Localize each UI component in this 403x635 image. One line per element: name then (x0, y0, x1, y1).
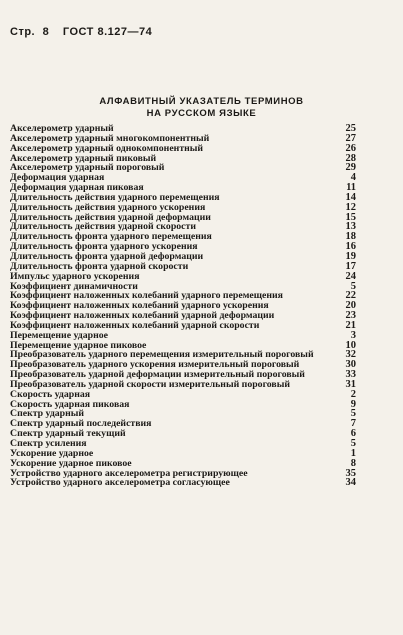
entry-term: Длительность фронта ударной скорости (10, 260, 189, 272)
entry-page-number: 6 (350, 428, 356, 440)
entry-page-number: 33 (345, 369, 356, 381)
entry-term: Скорость ударная (10, 388, 91, 400)
entry-term: Акселерометр ударный пороговый (10, 162, 165, 174)
entry-term: Спектр ударный (10, 408, 85, 420)
entry-term: Длительность фронта ударной деформации (10, 250, 204, 262)
page-number: 8 (42, 26, 50, 38)
entry-term: Акселерометр ударный пиковый (10, 152, 157, 164)
entry-term: Ускорение ударное пиковое (10, 457, 132, 469)
entry-page-number: 27 (345, 132, 356, 144)
entry-page-number: 11 (346, 182, 356, 194)
entry-page-number: 34 (345, 477, 356, 489)
entry-term: Спектр ударный текущий (10, 428, 126, 440)
entry-term: Длительность действия ударной скорости (10, 221, 196, 233)
entry-page-number: 8 (350, 457, 356, 469)
entry-term: Скорость ударная пиковая (10, 398, 130, 410)
entry-page-number: 26 (345, 142, 356, 154)
entry-term: Коэффициент наложенных колебаний ударного ускорения (10, 300, 269, 312)
index-subtitle: НА РУССКОМ ЯЗЫКЕ (146, 108, 257, 119)
entry-page-number: 2 (350, 388, 356, 400)
entry-term: Длительность действия ударного ускорения (10, 201, 206, 213)
entry-term: Преобразователь ударного перемещения измерительный пороговый (10, 349, 314, 361)
entry-page-number: 15 (345, 211, 356, 223)
entry-term: Импульс ударного ускорения (10, 270, 140, 282)
entry-term: Коэффициент динамичности (10, 280, 138, 292)
entry-page-number: 5 (350, 280, 356, 292)
entry-term: Преобразователь ударного ускорения измерительный пороговый (10, 359, 300, 371)
entry-page-number: 7 (350, 418, 356, 430)
entry-page-number: 5 (350, 408, 356, 420)
entry-page-number: 5 (350, 438, 356, 449)
entry-term: Длительность действия ударного перемещения (10, 191, 220, 203)
entry-page-number: 10 (345, 339, 356, 351)
index-entry (10, 478, 356, 488)
entry-page-number: 24 (345, 270, 356, 282)
entry-page-number: 14 (345, 191, 356, 203)
entry-term: Спектр ударный последействия (10, 418, 152, 430)
entry-page-number: 1 (350, 447, 356, 459)
entry-term: Устройство ударного акселерометра согласующее (10, 477, 230, 489)
entry-page-number: 12 (345, 201, 356, 213)
entry-page-number: 16 (345, 241, 356, 253)
entry-term: Деформация ударная пиковая (10, 182, 144, 194)
entry-term: Акселерометр ударный многокомпонентный (10, 132, 210, 144)
entry-page-number: 32 (345, 349, 356, 361)
page-header (10, 26, 152, 38)
entry-term: Акселерометр ударный (10, 123, 114, 134)
entry-page-number: 30 (345, 359, 356, 371)
entry-term: Преобразователь ударной скорости измерительный пороговый (10, 378, 291, 390)
index-title: АЛФАВИТНЫЙ УКАЗАТЕЛЬ ТЕРМИНОВ (99, 96, 304, 107)
entry-page-number: 3 (350, 329, 356, 341)
term-index (10, 124, 356, 488)
entry-term: Ускорение ударное (10, 447, 94, 459)
entry-page-number: 9 (350, 398, 356, 410)
entry-term: Длительность фронта ударного ускорения (10, 241, 198, 253)
entry-term: Перемещение ударное пиковое (10, 339, 147, 351)
entry-page-number: 18 (345, 231, 356, 243)
entry-page-number: 23 (345, 310, 356, 322)
entry-term: Длительность фронта ударного перемещения (10, 231, 212, 243)
entry-term: Коэффициент наложенных колебаний ударного перемещения (10, 290, 283, 302)
entry-term: Перемещение ударное (10, 329, 108, 341)
entry-term: Преобразователь ударной деформации измерительный пороговый (10, 369, 305, 381)
page-label: Стр. (10, 26, 36, 38)
entry-term: Спектр усиления (10, 438, 87, 449)
entry-page-number: 20 (345, 300, 356, 312)
entry-page-number: 4 (350, 172, 356, 184)
entry-page-number: 19 (345, 250, 356, 262)
entry-page-number: 31 (345, 378, 356, 390)
entry-page-number: 29 (345, 162, 356, 174)
entry-page-number: 21 (345, 319, 356, 331)
entry-term: Длительность действия ударной деформации (10, 211, 211, 223)
entry-term: Акселерометр ударный однокомпонентный (10, 142, 204, 154)
entry-term: Коэффициент наложенных колебаний ударной деформации (10, 310, 275, 322)
entry-page-number: 25 (345, 123, 356, 134)
entry-term: Деформация ударная (10, 172, 105, 184)
entry-page-number: 22 (345, 290, 356, 302)
entry-term: Коэффициент наложенных колебаний ударной скорости (10, 319, 260, 331)
entry-page-number: 28 (345, 152, 356, 164)
entry-page-number: 35 (345, 467, 356, 479)
standard-code: ГОСТ 8.127—74 (62, 26, 153, 38)
entry-page-number: 13 (345, 221, 356, 233)
entry-page-number: 17 (345, 260, 356, 272)
entry-term: Устройство ударного акселерометра регистрирующее (10, 467, 248, 479)
